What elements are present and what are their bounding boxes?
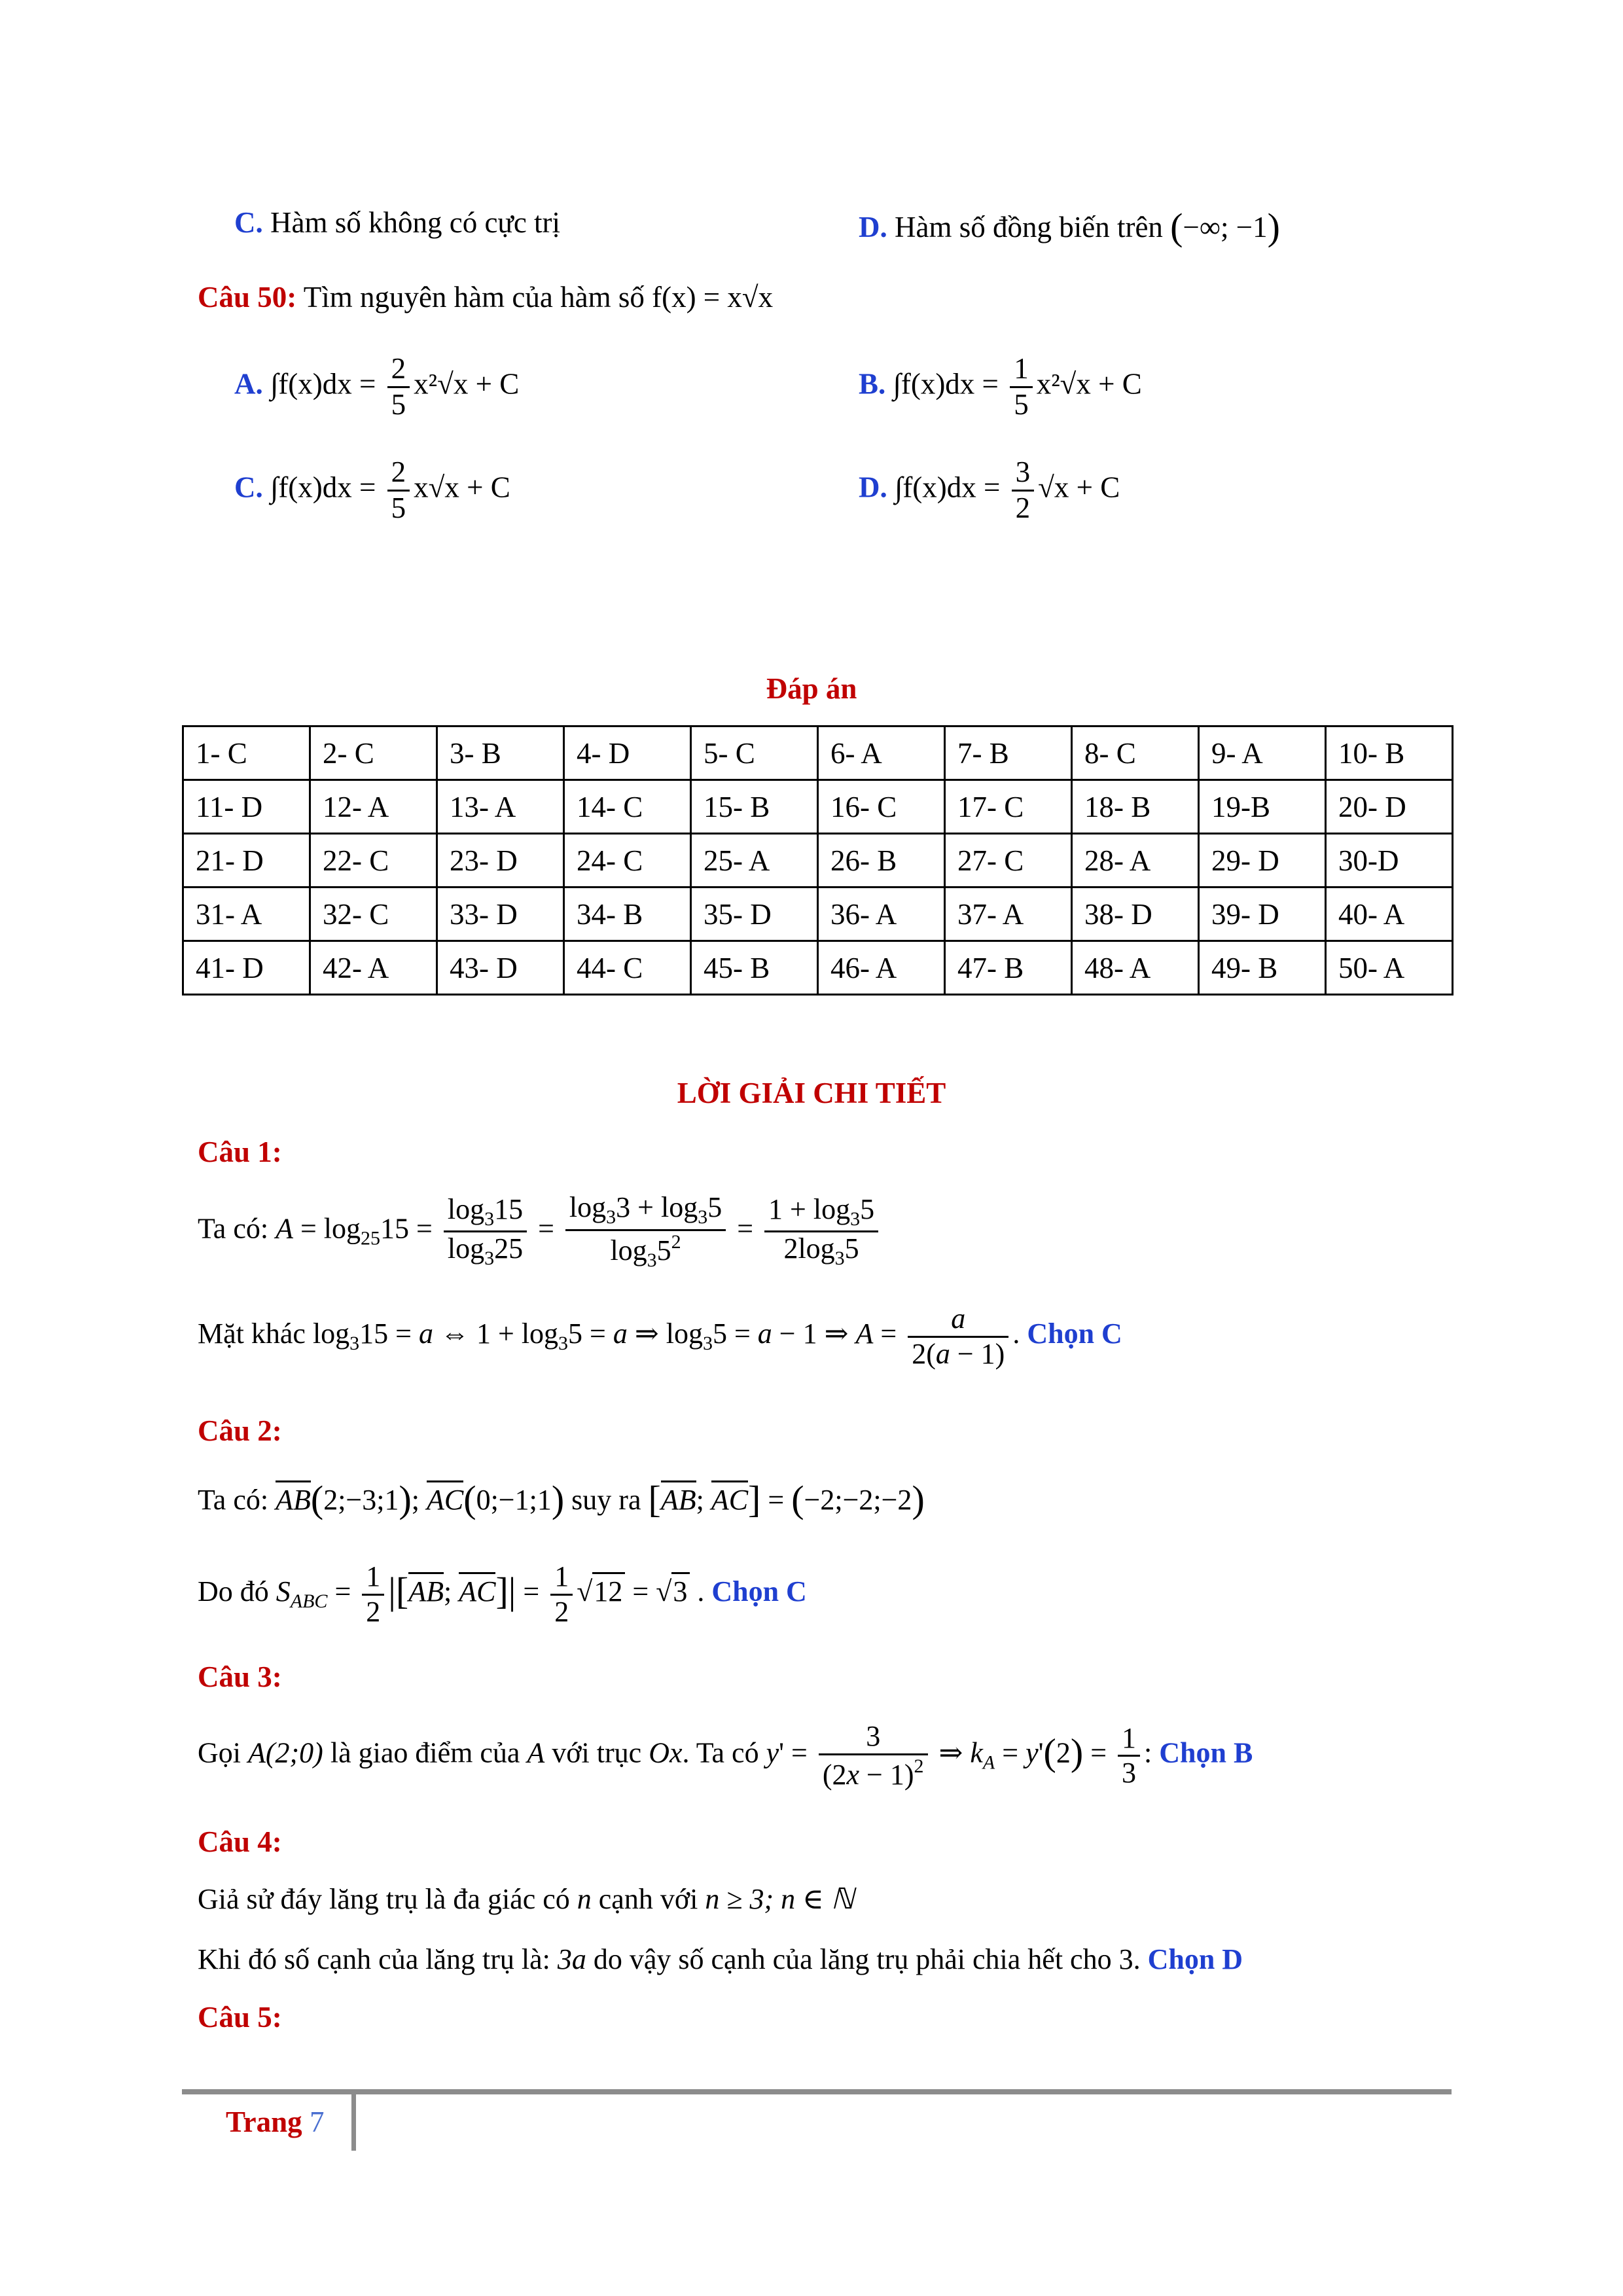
q50-b-fraction: $\frac{1}{5}$ — [1010, 352, 1033, 422]
answer-cell: 36- A — [818, 888, 945, 941]
answer-cell: 32- C — [310, 888, 437, 941]
answer-table-body — [183, 726, 1453, 995]
q3-choose: Chọn B — [1159, 1736, 1253, 1769]
answer-cell: 46- A — [818, 941, 945, 995]
answer-cell: 39- D — [1199, 888, 1326, 941]
footer-rule — [182, 2089, 1452, 2094]
answer-cell: 2- C — [310, 726, 437, 780]
answer-cell: 43- D — [437, 941, 564, 995]
q3-mid2: với trục — [552, 1736, 642, 1769]
q2-line1: Ta có: AB(2;−3;1); AC(0;−1;1) suy ra [AB; AC] = (−2;−2;−2) — [198, 1478, 925, 1520]
q50-b-rest: x²√x + C — [1036, 367, 1142, 401]
answer-cell: 44- C — [564, 941, 691, 995]
answer-cell: 13- A — [437, 780, 564, 834]
answer-cell: 11- D — [183, 780, 310, 834]
answer-cell: 30-D — [1326, 834, 1453, 888]
answer-cell: 25- A — [691, 834, 818, 888]
answer-cell: 4- D — [564, 726, 691, 780]
q50-d-fraction: $\frac{3}{2}$ — [1012, 456, 1035, 526]
q50-b-label: B. — [859, 367, 886, 401]
q49-c-text: Hàm số không có cực trị — [270, 206, 561, 239]
answer-cell: 45- B — [691, 941, 818, 995]
answer-cell: 16- C — [818, 780, 945, 834]
q50-a-fraction: $\frac{2}{5}$ — [387, 352, 410, 422]
q4-var: 3a — [557, 1943, 586, 1975]
table-row — [183, 834, 1453, 888]
q49-c-label: C. — [234, 206, 263, 239]
q1-label: Câu 1: — [198, 1136, 282, 1168]
q4-line1 — [198, 1885, 854, 1914]
q1-line2: Mặt khác $\log_315 = a$ ⇔ $1 + \log_35 = a$ ⇒ $\log_35 = a - 1$ ⇒ A = $\frac{a}{2(a - 1)}$ . Chọn C — [198, 1302, 1122, 1370]
answer-cell: 42- A — [310, 941, 437, 995]
answer-cell: 24- C — [564, 834, 691, 888]
solutions-title: LỜI GIẢI CHI TIẾT — [677, 1077, 946, 1109]
q50-c-rest: x√x + C — [414, 471, 510, 504]
q2-line1-lead: Ta có: — [198, 1484, 269, 1516]
answer-cell: 8- C — [1072, 726, 1199, 780]
table-row — [183, 888, 1453, 941]
answer-cell: 14- C — [564, 780, 691, 834]
answer-cell: 26- B — [818, 834, 945, 888]
q1-line2-lead: Mặt khác — [198, 1318, 306, 1350]
footer-page-number: 7 — [309, 2106, 325, 2138]
q4-line1-text2: cạnh với — [598, 1883, 698, 1915]
q1-choose: Chọn C — [1027, 1318, 1122, 1350]
q50-text: Tìm nguyên hàm của hàm số — [303, 281, 645, 314]
answer-cell: 19-B — [1199, 780, 1326, 834]
answer-cell: 33- D — [437, 888, 564, 941]
answer-cell: 21- D — [183, 834, 310, 888]
answer-cell: 7- B — [945, 726, 1072, 780]
q3-label: Câu 3: — [198, 1660, 282, 1693]
q3-mid1: là giao điểm của — [330, 1736, 520, 1769]
answer-cell: 9- A — [1199, 726, 1326, 780]
answer-cell: 48- A — [1072, 941, 1199, 995]
q49-option-c — [234, 208, 560, 238]
q50-a-rest: x²√x + C — [414, 367, 520, 401]
answer-cell: 23- D — [437, 834, 564, 888]
answer-cell: 10- B — [1326, 726, 1453, 780]
q4-cond: n ≥ 3; n ∈ ℕ — [705, 1883, 854, 1915]
answer-cell: 47- B — [945, 941, 1072, 995]
q2-line2: Do đó $S_{ABC}$ = $\frac{1}{2}$ |[AB; AC]| = $\frac{1}{2}$ √12 = √3 . Chọn C — [198, 1560, 807, 1628]
q4-label: Câu 4: — [198, 1825, 282, 1858]
footer-page — [226, 2108, 324, 2137]
q2-line1-mid: suy ra — [571, 1484, 641, 1516]
answer-cell: 34- B — [564, 888, 691, 941]
q50-c-fraction: $\frac{2}{5}$ — [387, 456, 410, 526]
q3-point: A(2;0) — [248, 1736, 323, 1769]
answer-cell: 38- D — [1072, 888, 1199, 941]
q50-a-integral: ∫f(x)dx = — [270, 367, 376, 401]
q3-a-var: A — [527, 1736, 545, 1769]
footer-page-label: Trang — [226, 2106, 302, 2138]
table-row — [183, 726, 1453, 780]
q49-option-d: D. Hàm số đồng biến trên (−∞; −1) — [859, 206, 1280, 248]
answer-cell: 22- C — [310, 834, 437, 888]
q50-label: Câu 50: — [198, 281, 297, 314]
q3-line: Gọi A(2;0) là giao điểm của A với trục Ox. Ta có y' = $\frac{3}{(2x - 1)^2}$ ⇒ $k_A = y'(2)$ = $\frac{1}{3}$ : Chọn B — [198, 1720, 1253, 1791]
q1-line1-eq: A — [276, 1212, 293, 1245]
answer-cell: 35- D — [691, 888, 818, 941]
answers-title: Đáp án — [766, 672, 857, 705]
q5-label: Câu 5: — [198, 2001, 282, 2034]
answer-cell: 17- C — [945, 780, 1072, 834]
q50-b-integral: ∫f(x)dx = — [893, 367, 999, 401]
footer-vertical-rule — [351, 2094, 356, 2151]
answer-cell: 12- A — [310, 780, 437, 834]
q2-choose: Chọn C — [711, 1575, 807, 1608]
q50-c-label: C. — [234, 471, 263, 504]
answer-cell: 6- A — [818, 726, 945, 780]
answer-cell: 31- A — [183, 888, 310, 941]
answer-cell: 40- A — [1326, 888, 1453, 941]
answer-cell: 49- B — [1199, 941, 1326, 995]
q50-c-integral: ∫f(x)dx = — [270, 471, 376, 504]
q50-option-c — [234, 456, 510, 526]
q50-d-label: D. — [859, 471, 887, 504]
answer-cell: 5- C — [691, 726, 818, 780]
answer-cell: 41- D — [183, 941, 310, 995]
q4-line2-text2: do vậy số cạnh của lăng trụ phải chia hết cho 3. — [593, 1943, 1141, 1975]
q4-choose: Chọn D — [1147, 1943, 1243, 1975]
table-row — [183, 941, 1453, 995]
answer-cell: 1- C — [183, 726, 310, 780]
q2-label: Câu 2: — [198, 1414, 282, 1447]
q49-d-text: Hàm số đồng biến trên — [895, 211, 1163, 243]
q3-axis: Ox — [649, 1736, 683, 1769]
q4-line2 — [198, 1945, 1243, 1974]
answer-cell: 18- B — [1072, 780, 1199, 834]
answer-cell: 29- D — [1199, 834, 1326, 888]
q50-func: f(x) = x√x — [652, 281, 774, 314]
q1-line1: Ta có: $A = \log_{25}15$ = $\frac{\log_315}{\log_325}$ = $\frac{\log_33 + \log_35}{\log_35^2}$ = $\frac{1 + \log_35}{2\log_35}$ — [198, 1191, 882, 1272]
q50-stem — [198, 283, 773, 312]
q50-option-a — [234, 352, 519, 422]
answer-table — [182, 725, 1454, 996]
q49-d-interval: −∞; −1 — [1183, 211, 1268, 243]
q1-line1-lead: Ta có: — [198, 1212, 269, 1245]
table-row — [183, 780, 1453, 834]
answer-cell: 37- A — [945, 888, 1072, 941]
q4-n: n — [577, 1883, 592, 1915]
q50-d-integral: ∫f(x)dx = — [895, 471, 1001, 504]
answer-cell: 28- A — [1072, 834, 1199, 888]
q49-d-label: D. — [859, 211, 887, 243]
answer-cell: 15- B — [691, 780, 818, 834]
q50-d-rest: √x + C — [1038, 471, 1120, 504]
q2-line2-lead: Do đó — [198, 1575, 269, 1608]
q3-lead: Gọi — [198, 1736, 241, 1769]
answer-cell: 50- A — [1326, 941, 1453, 995]
answer-cell: 20- D — [1326, 780, 1453, 834]
answer-cell: 27- C — [945, 834, 1072, 888]
answer-cell: 3- B — [437, 726, 564, 780]
q50-option-b — [859, 352, 1142, 422]
q4-line2-text: Khi đó số cạnh của lăng trụ là: — [198, 1943, 550, 1975]
q50-option-d — [859, 456, 1120, 526]
q4-line1-text: Giả sử đáy lăng trụ là đa giác có — [198, 1883, 570, 1915]
q3-mid3: . Ta có — [682, 1736, 759, 1769]
q50-a-label: A. — [234, 367, 263, 401]
